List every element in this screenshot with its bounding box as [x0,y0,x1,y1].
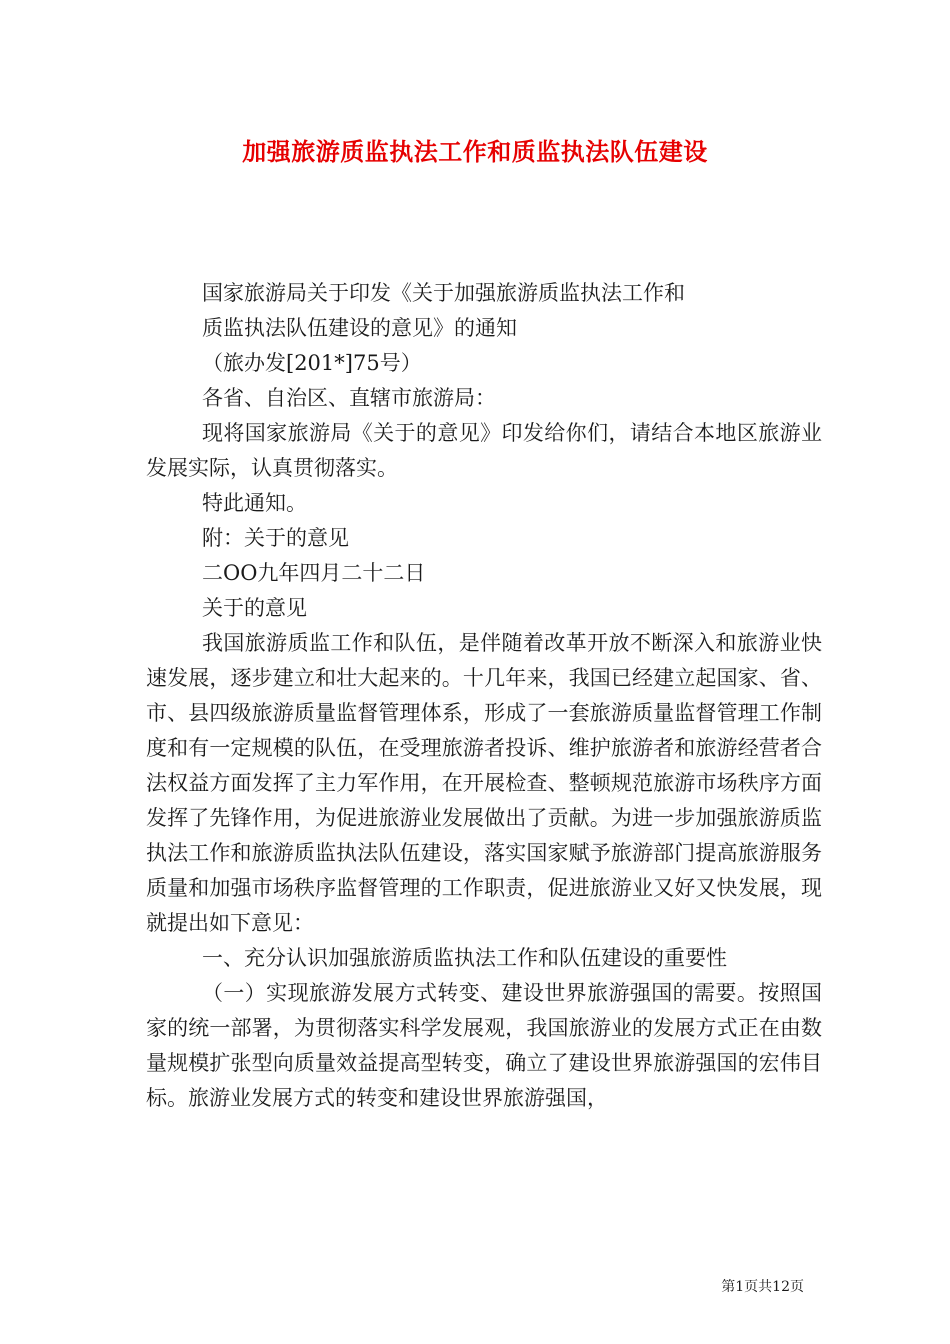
addressee: 各省、自治区、直辖市旅游局： [202,386,496,410]
notice-line: 特此通知。 [202,491,307,515]
header-line: 质监执法队伍建设的意见》的通知 [202,316,517,340]
page-footer: 第1页共12页 [721,1279,804,1295]
body-paragraph: 我国旅游质监工作和队伍，是伴随着改革开放不断深入和旅游业快速发展，逐步建立和壮大起来的。十几年来，我国已经建立起国家、省、市、县四级旅游质量监督管理体系，形成了一套旅游质量监督管理工作制度和有一定规模的队伍，在受理旅游者投诉、维护旅游者和旅游经营者合法权益方面发挥了主力军作用，在开展检查、整顿规范旅游市场秩序方面发挥了先锋作用，为促进旅游业发展做出了贡献。为进一步加强旅游质监执法工作和旅游质监执法队伍建设，落实国家赋予旅游部门提高旅游服务质量和加强市场秩序监督管理的工作职责，促进旅游业又好又快发展，现就提出如下意见： [146,631,822,935]
attachment-line: 附：关于的意见 [202,526,349,550]
header-line: 国家旅游局关于印发《关于加强旅游质监执法工作和 [202,281,685,305]
document-title: 加强旅游质监执法工作和质监执法队伍建设 [242,137,708,166]
body-paragraph: （一）实现旅游发展方式转变、建设世界旅游强国的需要。按照国家的统一部署，为贯彻落实科学发展观，我国旅游业的发展方式正在由数量规模扩张型向质量效益提高型转变，确立了建设世界旅游强国的宏伟目标。旅游业发展方式的转变和建设世界旅游强国， [146,981,822,1110]
date-line: 二OO九年四月二十二日 [202,561,426,585]
section-heading: 一、充分认识加强旅游质监执法工作和队伍建设的重要性 [202,946,727,970]
body-paragraph: 现将国家旅游局《关于的意见》印发给你们，请结合本地区旅游业发展实际，认真贯彻落实。 [146,421,822,480]
document-body [146,276,822,1116]
document-number: （旅办发[201*]75号） [202,351,422,375]
subtitle-line: 关于的意见 [202,596,307,620]
